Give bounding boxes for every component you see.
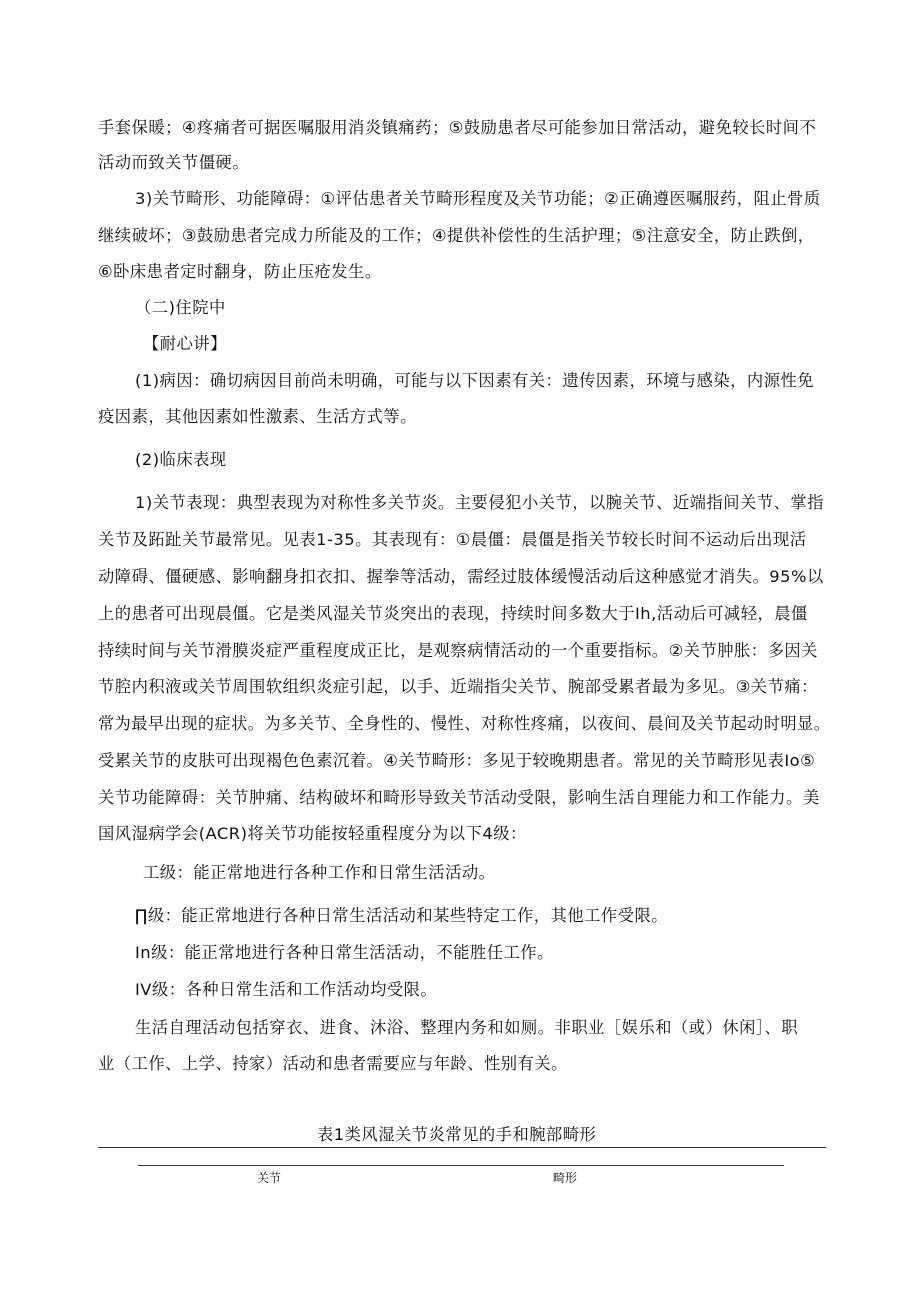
paragraph-line: 手套保暖；④疼痛者可据医嘱服用消炎镇痛药；⑤鼓励患者尽可能参加日常活动，避免较长时间不: [98, 118, 817, 137]
table-header-deformity: 畸形: [553, 1171, 578, 1185]
paragraph-line: 业（工作、上学、持家）活动和患者需要应与年龄、性别有关。: [98, 1054, 568, 1073]
grade-line: ∏级：能正常地进行各种日常生活活动和某些特定工作，其他工作受限。: [135, 906, 669, 925]
paragraph-line: ⑥卧床患者定时翻身，防止压疮发生。: [98, 262, 382, 281]
paragraph-line: 生活自理活动包括穿衣、进食、沐浴、整理内务和如厕。非职业［娱乐和（或）休闲］、职: [135, 1018, 799, 1037]
paragraph-line: 持续时间与关节滑膜炎症严重程度成正比，是观察病情活动的一个重要指标。②关节肿胀：多因关: [98, 641, 818, 660]
paragraph-line: 关节及跖趾关节最常见。见表1-35。其表现有：①晨僵：晨僵是指关节较长时间不运动后出现活: [98, 530, 807, 549]
paragraph-line: 1)关节表现：典型表现为对称性多关节炎。主要侵犯小关节，以腕关节、近端指间关节、掌指: [135, 493, 824, 512]
paragraph-line: 国风湿病学会(ACR)将关节功能按轻重程度分为以下4级：: [98, 824, 527, 843]
grade-line: 工级：能正常地进行各种工作和日常生活活动。: [143, 863, 496, 882]
paragraph-line: 继续破坏；③鼓励患者完成力所能及的工作；④提供补偿性的生活护理；⑤注意安全，防止跌倒，: [98, 226, 815, 245]
table-caption: 表1类风湿关节炎常见的手和腕部畸形: [317, 1125, 597, 1144]
subsection-heading: 【耐心讲】: [143, 334, 227, 353]
section-heading: （二)住院中: [135, 298, 226, 317]
paragraph-line: 关节功能障碍：关节肿痛、结构破坏和畸形导致关节活动受限，影响生活自理能力和工作能力。美: [98, 788, 820, 807]
table-top-rule: [98, 1147, 826, 1148]
paragraph-line: 节腔内积液或关节周围软组织炎症引起，以手、近端指尖关节、腕部受累者最为多见。③关节痛：: [98, 677, 818, 696]
paragraph-line: 动障碍、僵硬感、影响翻身扣衣扣、握拳等活动，需经过肢体缓慢活动后这种感觉才消失。95%以: [98, 567, 824, 586]
paragraph-line: 疫因素，其他因素如性激素、生活方式等。: [98, 407, 417, 426]
paragraph-line: (1)病因：确切病因目前尚未明确，可能与以下因素有关：遗传因素，环境与感染，内源性免: [135, 371, 815, 390]
grade-line: IV级：各种日常生活和工作活动均受限。: [135, 980, 438, 999]
paragraph-line: 上的患者可出现晨僵。它是类风湿关节炎突出的表现，持续时间多数大于Ih,活动后可减轻，晨僵: [98, 604, 808, 623]
paragraph-line: 活动而致关节僵硬。: [98, 153, 250, 172]
paragraph-line: 3)关节畸形、功能障碍：①评估患者关节畸形程度及关节功能；②正确遵医嘱服药，阻止骨质: [135, 189, 821, 208]
paragraph-line: 常为最早出现的症状。为多关节、全身性的、慢性、对称性疼痛，以夜间、晨间及关节起动时明显。: [98, 714, 831, 733]
table-header-rule: [138, 1165, 784, 1166]
table-header-joint: 关节: [257, 1171, 282, 1185]
grade-line: In级：能正常地进行各种日常生活活动，不能胜任工作。: [135, 943, 554, 962]
paragraph-line: (2)临床表现: [135, 450, 227, 469]
paragraph-line: 受累关节的皮肤可出现褐色色素沉着。④关节畸形：多见于较晚期患者。常见的关节畸形见表Io⑤: [98, 751, 816, 770]
